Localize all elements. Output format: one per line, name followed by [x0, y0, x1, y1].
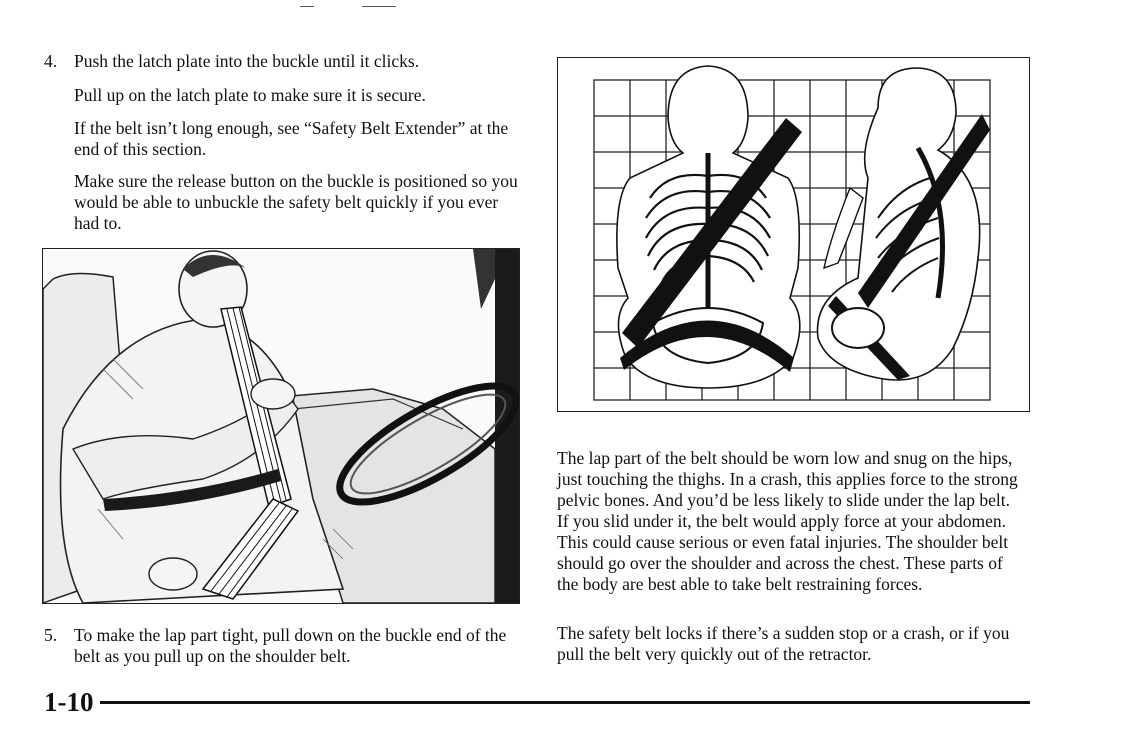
driver-belt-drawing — [43, 249, 519, 603]
belt-locks-paragraph: The safety belt locks if there’s a sudden stop or a crash, or if you pull the belt very quickly out of the retractor. — [557, 623, 1010, 664]
step-5-paragraph: To make the lap part tight, pull down on the buckle end of the belt as you pull up on the shoulder belt. — [74, 625, 507, 666]
scan-mark — [362, 6, 396, 7]
step-number: 4. — [44, 51, 58, 71]
page-number: 1-10 — [44, 687, 94, 717]
step-4-paragraph-1: Push the latch plate into the buckle until it clicks. — [74, 51, 420, 71]
skeleton-drawing — [558, 58, 1029, 411]
footer-rule — [100, 701, 1030, 704]
driver-belt-illustration — [42, 248, 520, 604]
lap-belt-paragraph: The lap part of the belt should be worn low and snug on the hips, just touching the thighs. In a crash, this applies force to the strong pelvic bones. And you’d be less likely to slide under the lap belt. If you slid under it, the belt would apply force at your abdomen. This could cause serious or even fatal injuries. The shoulder belt should go over the shoulder and across the chest. These parts of the body are best able to take belt restraining forces. — [557, 448, 1018, 594]
scan-mark — [300, 6, 314, 7]
step-4-paragraph-3: If the belt isn’t long enough, see “Safety Belt Extender” at the end of this section. — [74, 118, 509, 159]
step-4-paragraph-2: Pull up on the latch plate to make sure it is secure. — [74, 85, 426, 105]
step-number: 5. — [44, 625, 58, 645]
skeleton-belt-diagram — [557, 57, 1030, 412]
step-4-paragraph-4: Make sure the release button on the buckle is positioned so you would be able to unbuckle the safety belt quickly if you ever had to. — [74, 171, 518, 233]
